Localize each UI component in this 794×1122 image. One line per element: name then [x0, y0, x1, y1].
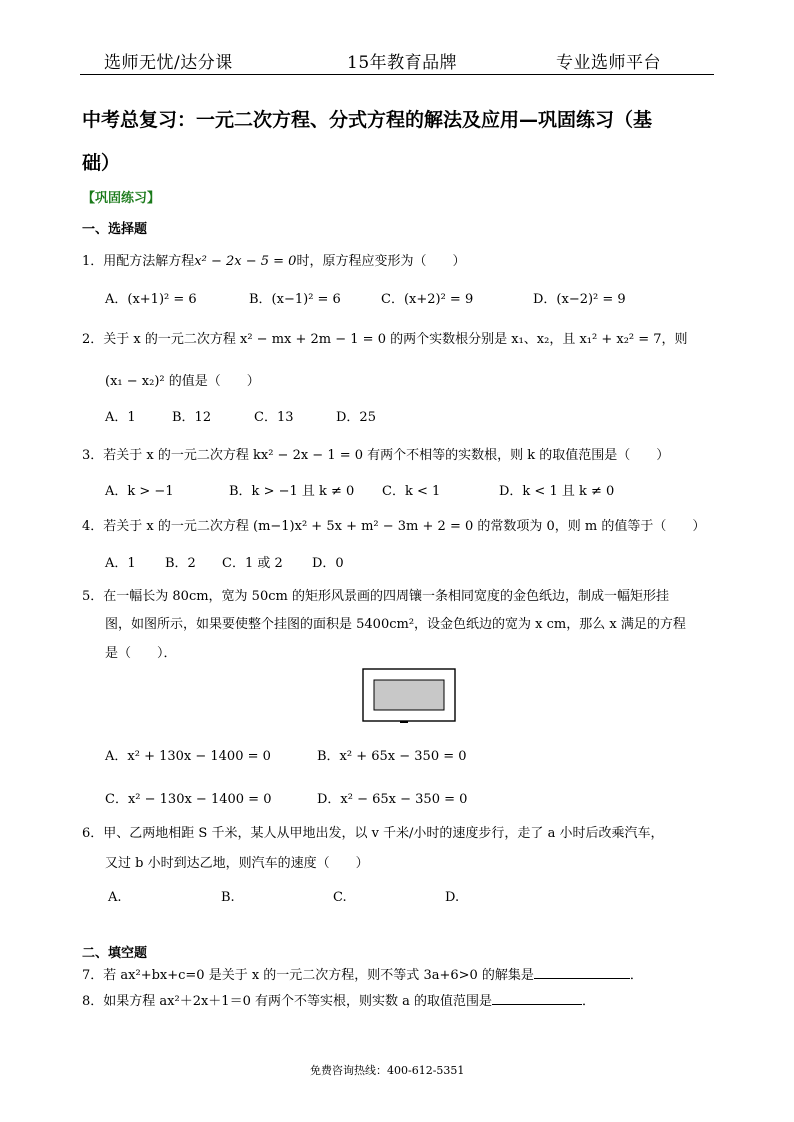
q2-option-d: D．25 [336, 410, 376, 425]
q1-option-b: B．(x−1)² = 6 [249, 292, 341, 307]
q1-option-a: A．(x+1)² = 6 [105, 292, 197, 307]
question-8 [82, 990, 595, 1009]
footer-hotline: 免费咨询热线：400-612-5351 [310, 1064, 465, 1077]
question-6-line2: 又过 b 小时到达乙地，则汽车的速度（ ） [105, 856, 369, 871]
q6-option-c: C. [333, 890, 347, 905]
q1-option-c: C．(x+2)² = 9 [381, 292, 474, 307]
header-center: 15年教育品牌 [347, 53, 458, 73]
header-right: 专业选师平台 [556, 53, 661, 73]
q5-option-a: A．x² + 130x − 1400 = 0 [105, 749, 271, 764]
q8-answer-blank[interactable] [492, 992, 582, 1005]
question-7-text-a: 7．若 ax²+bx+c=0 是关于 x 的一元二次方程，则不等式 3a+6>0 的解集是 [82, 968, 534, 983]
header-left: 选师无忧/达分课 [104, 53, 233, 73]
q5-option-b: B．x² + 65x − 350 = 0 [317, 749, 467, 764]
question-1-text-a: 1．用配方法解方程 [82, 254, 195, 269]
question-3-line1: 3．若关于 x 的一元二次方程 kx² − 2x − 1 = 0 有两个不相等的实数根，则 k 的取值范围是（ ） [82, 448, 670, 463]
q2-option-c: C．13 [254, 410, 294, 425]
question-5-line2: 图，如图所示，如果要使整个挂图的面积是 5400cm²，设金色纸边的宽为 x cm，那么 x 满足的方程 [105, 617, 686, 632]
question-8-text-a: 8．如果方程 ax²＋2x＋1＝0 有两个不等实根，则实数 a 的取值范围是 [82, 994, 492, 1009]
q3-option-c: C．k < 1 [382, 484, 441, 499]
question-5-line3: 是（ ）． [105, 646, 177, 661]
q3-option-b: B．k > −1 且 k ≠ 0 [229, 484, 355, 499]
section-tag: 【巩固练习】 [82, 191, 161, 206]
q5-option-d: D．x² − 65x − 350 = 0 [317, 792, 468, 807]
header-divider [80, 74, 714, 75]
question-1 [82, 250, 465, 269]
q2-option-b: B．12 [172, 410, 212, 425]
question-4-line1: 4．若关于 x 的一元二次方程 (m−1)x² + 5x + m² − 3m + 2 = 0 的常数项为 0，则 m 的值等于（ ） [82, 519, 706, 534]
q4-option-a: A．1 [105, 556, 136, 571]
q6-option-d: D. [445, 890, 460, 905]
question-8-text-b: ． [582, 994, 596, 1009]
question-7-text-b: ． [629, 968, 643, 983]
q7-answer-blank[interactable] [534, 966, 630, 979]
q6-option-a: A. [108, 890, 122, 905]
q3-option-d: D．k < 1 且 k ≠ 0 [499, 484, 615, 499]
question-7 [82, 964, 643, 983]
page-title-line1: 中考总复习：一元二次方程、分式方程的解法及应用—巩固练习（基 [82, 109, 653, 131]
page-title-line2: 础） [82, 152, 121, 174]
q4-option-d: D．0 [312, 556, 344, 571]
section-heading-fill: 二、填空题 [82, 946, 148, 961]
frame-figure [362, 668, 456, 726]
question-1-text-b: 时，原方程应变形为（ ） [296, 254, 466, 269]
section-heading-choice: 一、选择题 [82, 222, 148, 237]
question-2-line2: (x₁ − x₂)² 的值是（ ） [105, 374, 260, 389]
q6-option-b: B. [221, 890, 235, 905]
q5-option-c: C．x² − 130x − 1400 = 0 [105, 792, 272, 807]
q3-option-a: A．k > −1 [105, 484, 174, 499]
question-5-line1: 5．在一幅长为 80cm，宽为 50cm 的矩形风景画的四周镶一条相同宽度的金色纸边，制成一幅矩形挂 [82, 589, 669, 604]
question-1-expr: x² − 2x − 5 = 0 [194, 254, 297, 269]
q4-option-b: B．2 [165, 556, 196, 571]
question-2-line1: 2．关于 x 的一元二次方程 x² − mx + 2m − 1 = 0 的两个实数根分别是 x₁、x₂，且 x₁² + x₂² = 7，则 [82, 332, 688, 347]
q2-option-a: A．1 [105, 410, 136, 425]
q4-option-c: C．1 或 2 [222, 556, 283, 571]
question-6-line1: 6．甲、乙两地相距 S 千米，某人从甲地出发，以 v 千米/小时的速度步行，走了 a 小时后改乘汽车， [82, 826, 664, 841]
q1-option-d: D．(x−2)² = 9 [533, 292, 626, 307]
